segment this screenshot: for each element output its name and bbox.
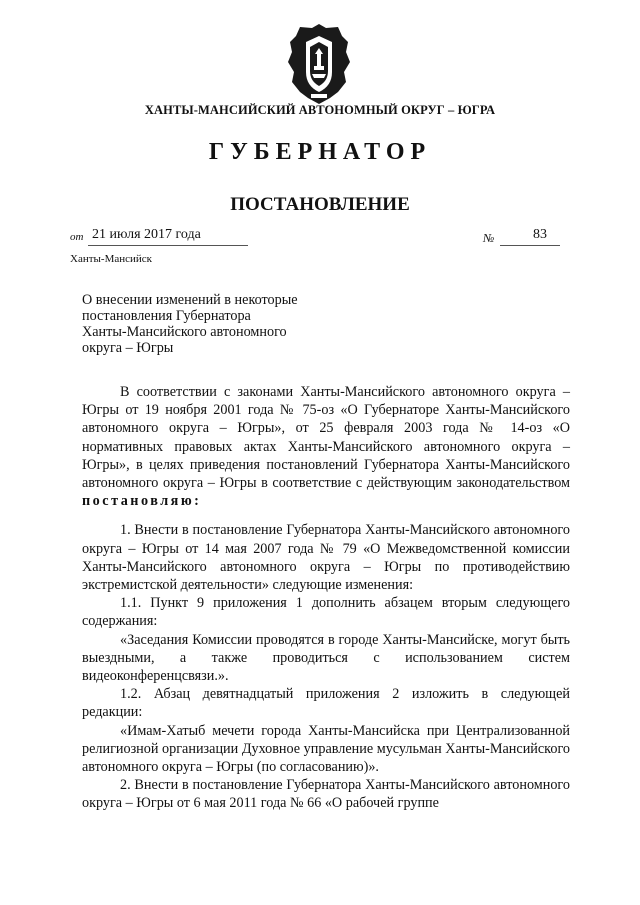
number-prefix: № — [483, 231, 495, 245]
clause-1-1-quote: «Заседания Комиссии проводятся в городе Ханты-Мансийске, могут быть выездными, а также проводиться с использованием систем видеоконференцсвязи.». — [82, 631, 570, 685]
coat-of-arms-icon — [286, 22, 352, 106]
subject-line: округа – Югры — [82, 340, 174, 356]
document-body — [82, 383, 570, 813]
subject-line: Ханты-Мансийского автономного — [82, 324, 287, 340]
date-prefix: от — [70, 231, 84, 243]
clause-1: 1. Внести в постановление Губернатора Ханты-Мансийского автономного округа – Югры от 14 мая 2007 года № 79 «О Межведомственной комиссии Ханты-Мансийского автономного округа – Югры по противодействию экстремистской деятельности» следующие изменения: — [82, 522, 570, 594]
clause-1-2-quote: «Имам-Хатыб мечети города Ханты-Мансийска при Централизованной религиозной организации Духовное управление мусульман Ханты-Мансийского автономного округа – Югры (по согласованию)». — [82, 722, 570, 776]
clause-2: 2. Внести в постановление Губернатора Ханты-Мансийского автономного округа – Югры от 6 мая 2011 года № 66 «О рабочей группе — [82, 777, 570, 812]
decree-word: постановляю: — [82, 493, 202, 510]
number-underline — [500, 245, 560, 246]
preamble-paragraph — [82, 383, 570, 510]
date-underline — [88, 245, 248, 246]
preamble-text: В соответствии с законами Ханты-Мансийского автономного округа – Югры от 19 ноября 2001 года № 75-оз «О Губернаторе Ханты-Мансийского автономного округа – Югры», от 25 февраля 2003 года № 14-оз «О нормативных правовых актах Ханты-Мансийского автономного округа – Югры», в целях приведения постановлений Губернатора Ханты-Мансийского автономного округа – Югры в соответствие с действующим законодательством — [82, 384, 570, 492]
page-title: ГУБЕРНАТОР — [208, 139, 432, 165]
document-number: 83 — [533, 227, 547, 242]
document-city: Ханты-Мансийск — [70, 253, 153, 265]
document-subject — [82, 292, 362, 356]
subject-line: О внесении изменений в некоторые — [82, 292, 298, 308]
clause-1-2: 1.2. Абзац девятнадцатый приложения 2 изложить в следующей редакции: — [82, 686, 570, 721]
clause-1-1: 1.1. Пункт 9 приложения 1 дополнить абзацем вторым следующего содержания: — [82, 595, 570, 630]
document-date: 21 июля 2017 года — [92, 227, 201, 242]
region-name: ХАНТЫ-МАНСИЙСКИЙ АВТОНОМНЫЙ ОКРУГ – ЮГРА — [144, 103, 496, 117]
subject-line: постановления Губернатора — [82, 308, 251, 324]
document-type: ПОСТАНОВЛЕНИЕ — [230, 194, 410, 215]
